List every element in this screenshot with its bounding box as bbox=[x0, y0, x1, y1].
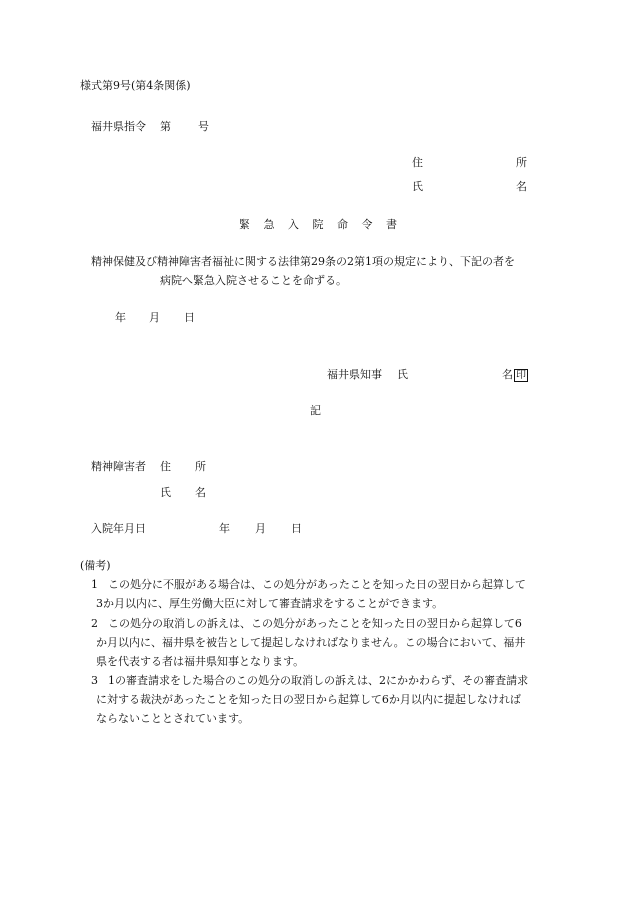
issuer-title: 福井県知事 bbox=[327, 368, 382, 381]
document-title: 緊 急 入 院 命 令 書 bbox=[239, 218, 397, 231]
addressee-address-label-2: 所 bbox=[516, 156, 527, 169]
date-year: 年 bbox=[115, 311, 126, 324]
note-2-line-3: 県を代表する者は福井県知事となります。 bbox=[96, 655, 305, 668]
designation-go: 号 bbox=[198, 120, 209, 133]
note-2-line-2: か月以内に、福井県を被告として提起しなければなりません。この場合において、福井 bbox=[96, 636, 526, 649]
note-1-number: 1 bbox=[91, 578, 98, 591]
patient-address-2: 所 bbox=[195, 460, 206, 473]
patient-name-2: 名 bbox=[195, 486, 206, 499]
addressee-name-label-2: 名 bbox=[516, 180, 527, 193]
patient-name-1: 氏 bbox=[160, 486, 171, 499]
issuer-shi: 氏 bbox=[397, 368, 408, 381]
note-2-line-1: この処分の取消しの訴えは、この処分があったことを知った日の翌日から起算して6 bbox=[108, 617, 522, 630]
note-3-line-3: ならないこととされています。 bbox=[96, 712, 250, 725]
date-month: 月 bbox=[149, 311, 160, 324]
form-number: 様式第9号(第4条関係) bbox=[80, 79, 191, 92]
admission-year: 年 bbox=[219, 522, 230, 535]
addressee-name-label-1: 氏 bbox=[412, 180, 423, 193]
addressee-address-label-1: 住 bbox=[412, 156, 423, 169]
patient-address-1: 住 bbox=[160, 460, 171, 473]
issuer-mei bbox=[502, 368, 528, 382]
admission-month: 月 bbox=[255, 522, 266, 535]
admission-label: 入院年月日 bbox=[91, 522, 146, 535]
issuer-mei-text: 名 bbox=[502, 368, 513, 381]
seal-mark: 印 bbox=[516, 370, 526, 381]
note-1-line-2: 3か月以内に、厚生労働大臣に対して審査請求をすることができます。 bbox=[96, 597, 444, 610]
patient-label: 精神障害者 bbox=[91, 460, 146, 473]
note-3-line-1: 1の審査請求をした場合のこの処分の取消しの訴えは、2にかかわらず、その審査請求 bbox=[108, 674, 529, 687]
notes-heading: (備考) bbox=[80, 559, 111, 572]
ki-label: 記 bbox=[310, 404, 321, 417]
body-line-1: 精神保健及び精神障害者福祉に関する法律第29条の2第1項の規定により、下記の者を bbox=[91, 255, 515, 268]
note-3-number: 3 bbox=[91, 674, 98, 687]
note-2-number: 2 bbox=[91, 617, 98, 630]
designation-prefix: 福井県指令 bbox=[91, 120, 146, 133]
note-1-line-1: この処分に不服がある場合は、この処分があったことを知った日の翌日から起算して bbox=[108, 578, 526, 591]
admission-day: 日 bbox=[291, 522, 302, 535]
note-3-line-2: に対する裁決があったことを知った日の翌日から起算して6か月以内に提起しなければ bbox=[96, 693, 521, 706]
designation-dai: 第 bbox=[160, 120, 171, 133]
body-line-2: 病院へ緊急入院させることを命ずる。 bbox=[160, 274, 347, 287]
date-day: 日 bbox=[184, 311, 195, 324]
